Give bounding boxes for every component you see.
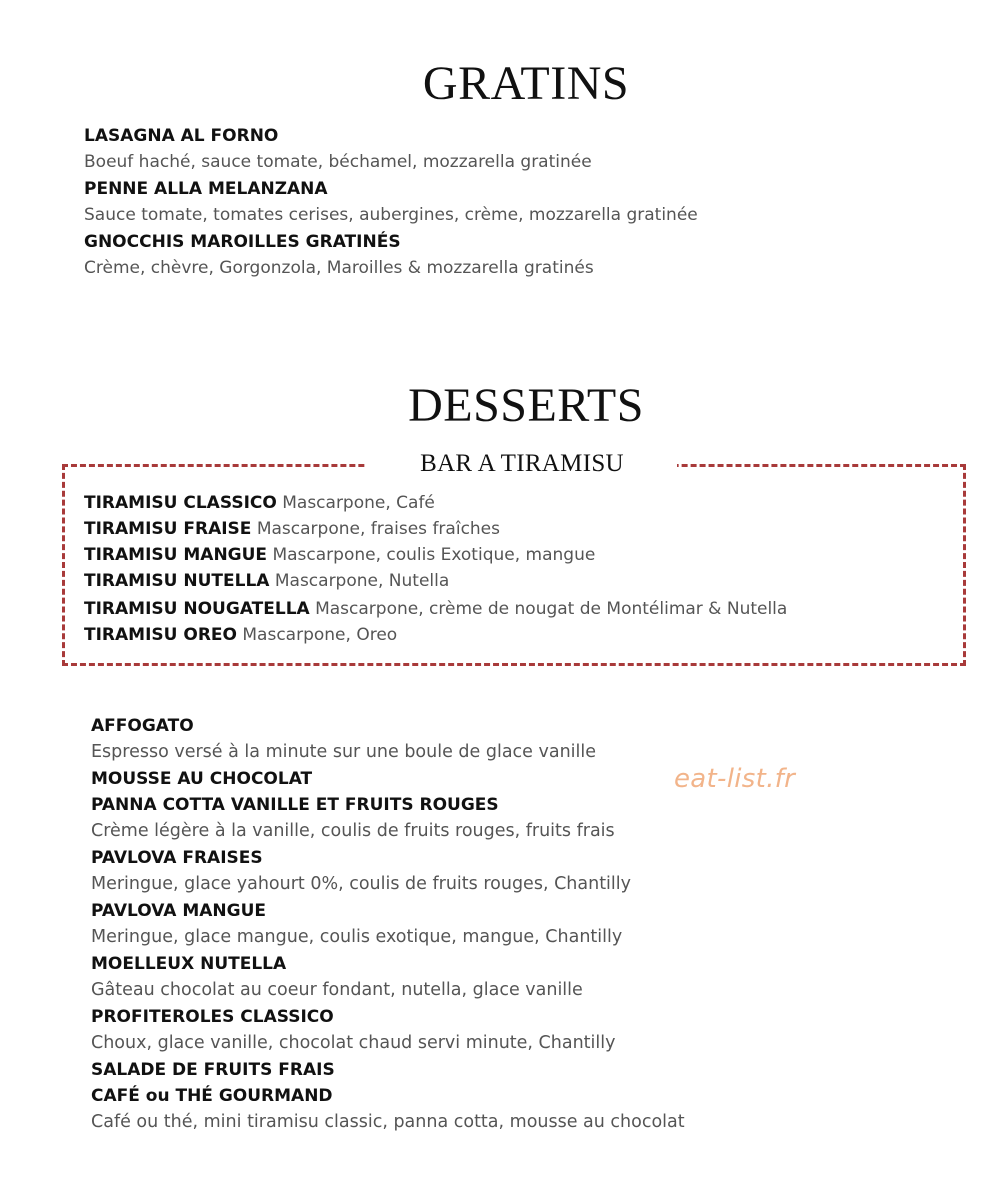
menu-item-name: CAFÉ ou THÉ GOURMAND xyxy=(91,1086,333,1106)
tiramisu-bar-heading: BAR A TIRAMISU xyxy=(367,448,677,480)
tiramisu-item-name: TIRAMISU NUTELLA xyxy=(84,571,270,591)
tiramisu-item-name: TIRAMISU OREO xyxy=(84,625,237,645)
tiramisu-item xyxy=(84,516,787,542)
menu-item-desc: Crème légère à la vanille, coulis de fruits rouges, fruits frais xyxy=(91,821,615,841)
menu-item-desc: Sauce tomate, tomates cerises, aubergines, crème, mozzarella gratinée xyxy=(84,205,698,225)
gratins-list xyxy=(84,123,698,282)
menu-item-desc: Meringue, glace yahourt 0%, coulis de fruits rouges, Chantilly xyxy=(91,874,631,894)
desserts-title: DESSERTS xyxy=(408,379,644,432)
menu-item-desc: Café ou thé, mini tiramisu classic, panna cotta, mousse au chocolat xyxy=(91,1112,685,1132)
tiramisu-item-name: TIRAMISU NOUGATELLA xyxy=(84,599,310,619)
tiramisu-item xyxy=(84,622,787,648)
menu-item-name: AFFOGATO xyxy=(91,716,194,736)
menu-item-name: SALADE DE FRUITS FRAIS xyxy=(91,1060,335,1080)
tiramisu-item xyxy=(84,490,787,516)
gratins-title: GRATINS xyxy=(422,57,630,110)
tiramisu-item-name: TIRAMISU MANGUE xyxy=(84,545,268,565)
menu-item-desc: Espresso versé à la minute sur une boule de glace vanille xyxy=(91,742,597,762)
tiramisu-item xyxy=(84,594,787,622)
menu-item-name: PANNA COTTA VANILLE ET FRUITS ROUGES xyxy=(91,795,499,815)
menu-item-name: MOELLEUX NUTELLA xyxy=(91,954,287,974)
tiramisu-item-desc: Mascarpone, Oreo xyxy=(242,625,398,645)
tiramisu-item-desc: Mascarpone, fraises fraîches xyxy=(256,519,500,539)
tiramisu-item xyxy=(84,568,787,594)
menu-item-name: PROFITEROLES CLASSICO xyxy=(91,1007,334,1027)
menu-item-desc: Meringue, glace mangue, coulis exotique, mangue, Chantilly xyxy=(91,927,623,947)
menu-item-desc: Gâteau chocolat au coeur fondant, nutella, glace vanille xyxy=(91,980,583,1000)
tiramisu-list xyxy=(84,490,787,648)
menu-item-desc: Boeuf haché, sauce tomate, béchamel, mozzarella gratinée xyxy=(84,152,592,172)
tiramisu-item-name: TIRAMISU CLASSICO xyxy=(84,493,277,513)
menu-item-name: GNOCCHIS MAROILLES GRATINÉS xyxy=(84,232,401,252)
menu-item-name: PENNE ALLA MELANZANA xyxy=(84,179,328,199)
tiramisu-item xyxy=(84,542,787,568)
desserts-list xyxy=(91,713,685,1136)
tiramisu-item-desc: Mascarpone, Café xyxy=(282,493,435,513)
tiramisu-item-desc: Mascarpone, coulis Exotique, mangue xyxy=(272,545,596,565)
menu-item-name: MOUSSE AU CHOCOLAT xyxy=(91,769,313,789)
watermark: eat-list.fr xyxy=(674,764,796,794)
menu-item-name: PAVLOVA FRAISES xyxy=(91,848,263,868)
menu-item-desc: Choux, glace vanille, chocolat chaud servi minute, Chantilly xyxy=(91,1033,616,1053)
menu-item-desc: Crème, chèvre, Gorgonzola, Maroilles & mozzarella gratinés xyxy=(84,258,594,278)
tiramisu-item-desc: Mascarpone, crème de nougat de Montélimar & Nutella xyxy=(315,599,788,619)
tiramisu-item-name: TIRAMISU FRAISE xyxy=(84,519,252,539)
menu-item-name: PAVLOVA MANGUE xyxy=(91,901,267,921)
menu-item-name: LASAGNA AL FORNO xyxy=(84,126,279,146)
tiramisu-item-desc: Mascarpone, Nutella xyxy=(274,571,450,591)
